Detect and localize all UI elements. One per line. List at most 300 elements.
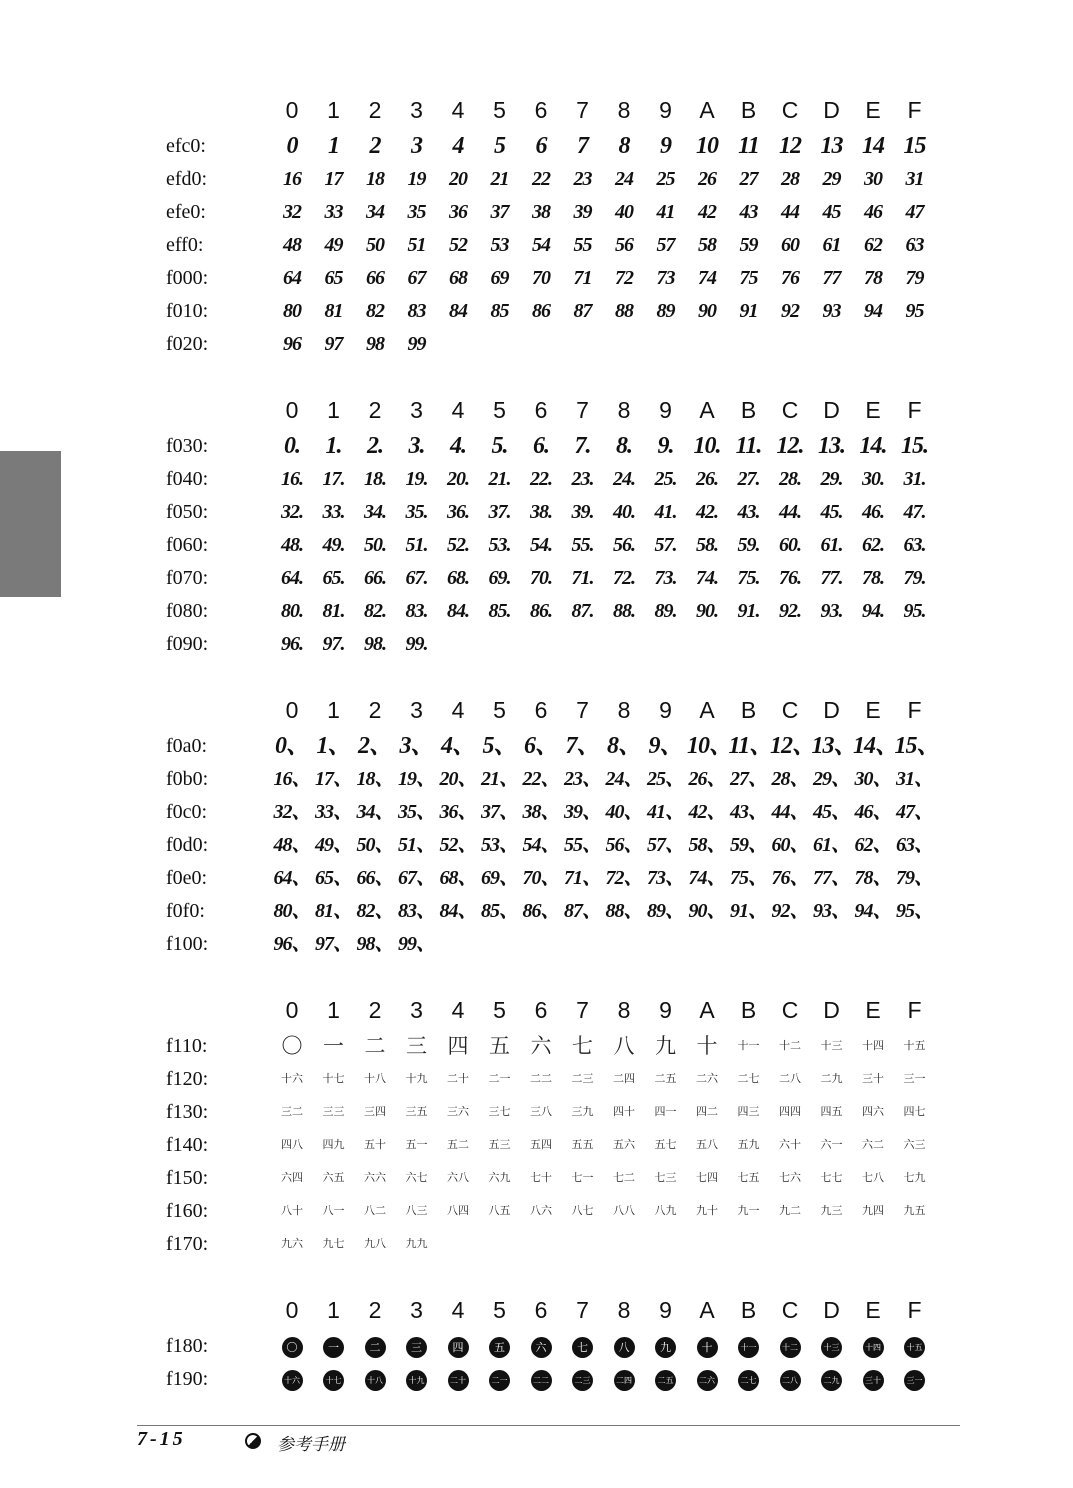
numeral-glyph: 39、 (564, 801, 601, 823)
circled-numeral-glyph (438, 1331, 478, 1361)
numeral-glyph: 64. (281, 567, 303, 589)
numeral-glyph: 52 (449, 234, 467, 256)
chinese-numeral-glyph: 九六 (281, 1237, 303, 1250)
numeral-glyph: 93. (820, 600, 843, 622)
chinese-numeral-glyph: 四二 (696, 1105, 718, 1118)
column-header: 0 (285, 1297, 299, 1323)
numeral-glyph: 11、 (728, 733, 773, 759)
numeral-glyph: 69. (488, 567, 511, 589)
numeral-glyph: 88、 (605, 900, 643, 922)
numeral-glyph: 83 (407, 300, 426, 322)
circled-numeral-text: 三一 (904, 1370, 925, 1391)
chinese-numeral-glyph: 二八 (779, 1072, 801, 1085)
numeral-glyph: 15 (903, 133, 926, 159)
page-number: 7-15 (137, 1428, 186, 1450)
column-header: A (699, 997, 715, 1023)
numeral-glyph: 76 (781, 267, 799, 289)
numeral-glyph: 49 (324, 234, 343, 256)
column-header: B (740, 997, 757, 1023)
row-address-label: f0a0: (166, 735, 208, 757)
numeral-glyph: 68 (449, 267, 467, 289)
column-header: 5 (493, 97, 506, 123)
column-header: 9 (659, 397, 672, 423)
numeral-glyph: 94 (864, 300, 882, 322)
column-header: 2 (368, 97, 382, 123)
column-header: 6 (534, 397, 548, 423)
column-header: F (907, 97, 922, 123)
column-header: 8 (617, 97, 631, 123)
numeral-glyph: 78、 (854, 867, 892, 889)
numeral-glyph: 15、 (894, 733, 940, 759)
numeral-glyph: 5. (491, 433, 508, 459)
chinese-numeral-glyph: 八十 (281, 1204, 303, 1217)
numeral-glyph: 23 (573, 168, 592, 190)
numeral-glyph: 30 (864, 168, 882, 190)
numeral-glyph: 5 (494, 133, 505, 159)
chinese-numeral-glyph: 八三 (405, 1204, 428, 1217)
row-address-label: f050: (166, 501, 209, 523)
chinese-numeral-glyph: 七六 (779, 1171, 801, 1184)
column-header: 4 (451, 997, 465, 1023)
chinese-numeral-glyph: 四六 (862, 1105, 884, 1118)
chinese-numeral-glyph: 八一 (322, 1204, 345, 1217)
circled-numeral-text: 四 (448, 1337, 469, 1358)
chinese-numeral-glyph: 五二 (447, 1138, 469, 1151)
chinese-numeral-glyph: 九三 (820, 1204, 843, 1217)
numeral-glyph: 23. (571, 468, 594, 490)
column-header: 3 (410, 997, 423, 1023)
numeral-glyph: 46 (864, 201, 882, 223)
numeral-glyph: 51. (405, 534, 428, 556)
column-header: 5 (493, 997, 506, 1023)
numeral-glyph: 92. (779, 600, 801, 622)
numeral-glyph: 70. (530, 567, 552, 589)
row-address-label: f100: (166, 933, 209, 955)
chinese-numeral-glyph: 二一 (488, 1072, 511, 1085)
numeral-glyph: 4 (452, 133, 464, 159)
column-header: 0 (285, 697, 299, 723)
chinese-numeral-glyph: 十三 (820, 1039, 843, 1052)
numeral-glyph: 30、 (854, 768, 892, 790)
numeral-glyph: 53、 (481, 834, 518, 856)
numeral-glyph: 18. (364, 468, 386, 490)
numeral-glyph: 75 (739, 267, 758, 289)
numeral-glyph: 56. (613, 534, 635, 556)
numeral-glyph: 8. (616, 433, 632, 459)
numeral-glyph: 91、 (730, 900, 767, 922)
column-header: 1 (327, 997, 340, 1023)
numeral-glyph: 90 (698, 300, 716, 322)
numeral-glyph: 0、 (275, 733, 309, 759)
numeral-glyph: 9. (657, 433, 674, 459)
circled-numeral-text: 一 (323, 1337, 344, 1358)
circled-numeral-glyph (314, 1364, 354, 1394)
numeral-glyph: 91. (737, 600, 760, 622)
row-address-label: f040: (166, 468, 209, 490)
circled-numeral-glyph (604, 1364, 644, 1394)
chinese-numeral-glyph: 十五 (903, 1039, 926, 1052)
chinese-numeral-glyph: 二 (364, 1034, 386, 1058)
numeral-glyph: 95. (903, 600, 926, 622)
chinese-numeral-glyph: 五一 (405, 1138, 428, 1151)
numeral-glyph: 58 (698, 234, 716, 256)
column-header: 6 (534, 697, 548, 723)
numeral-glyph: 41. (654, 501, 677, 523)
numeral-glyph: 12、 (770, 733, 815, 759)
circled-numeral-text: 十六 (282, 1370, 303, 1391)
circled-numeral-glyph (314, 1331, 354, 1361)
row-address-label: f020: (166, 333, 209, 355)
column-header: 0 (285, 97, 299, 123)
numeral-glyph: 80、 (273, 900, 311, 922)
numeral-glyph: 35、 (398, 801, 435, 823)
half-circle-icon (245, 1433, 261, 1449)
numeral-glyph: 99 (407, 333, 426, 355)
numeral-glyph: 49、 (315, 834, 352, 856)
column-header: 2 (368, 1297, 382, 1323)
row-address-label: efe0: (166, 201, 206, 223)
row-address-label: f110: (166, 1035, 208, 1057)
numeral-glyph: 65 (324, 267, 343, 289)
column-header: D (823, 697, 840, 723)
numeral-glyph: 98、 (356, 933, 394, 955)
circled-numeral-text: 二 (365, 1337, 386, 1358)
numeral-glyph: 77、 (813, 867, 850, 889)
numeral-glyph: 66 (366, 267, 384, 289)
numeral-glyph: 51 (407, 234, 426, 256)
chinese-numeral-glyph: 一 (323, 1034, 344, 1058)
circled-numeral-text: 二四 (614, 1370, 635, 1391)
numeral-glyph: 42、 (688, 801, 726, 823)
numeral-glyph: 97. (322, 633, 345, 655)
chinese-numeral-glyph: 十一 (737, 1039, 760, 1052)
numeral-glyph: 36 (449, 201, 467, 223)
circled-numeral-glyph (729, 1364, 769, 1394)
numeral-glyph: 34. (364, 501, 386, 523)
circled-numeral-text: 二九 (821, 1370, 842, 1391)
column-header: 9 (659, 97, 672, 123)
column-header: 1 (327, 97, 340, 123)
chinese-numeral-glyph: 四四 (779, 1105, 801, 1118)
numeral-glyph: 42 (698, 201, 716, 223)
column-header: 6 (534, 97, 548, 123)
numeral-glyph: 44 (781, 201, 799, 223)
numeral-glyph: 81、 (315, 900, 352, 922)
numeral-glyph: 40、 (605, 801, 643, 823)
numeral-glyph: 71、 (564, 867, 601, 889)
numeral-glyph: 27 (739, 168, 758, 190)
chinese-numeral-glyph: 七十 (530, 1171, 552, 1184)
column-header: B (740, 397, 757, 423)
circled-numeral-text: 十八 (365, 1370, 386, 1391)
numeral-glyph: 12 (779, 133, 801, 159)
circled-numeral-glyph (563, 1364, 603, 1394)
numeral-glyph: 57 (656, 234, 675, 256)
numeral-glyph: 74 (698, 267, 716, 289)
numeral-glyph: 9、 (648, 733, 683, 759)
numeral-glyph: 16 (283, 168, 301, 190)
chinese-numeral-glyph: 九二 (779, 1204, 801, 1217)
numeral-glyph: 43 (739, 201, 758, 223)
chinese-numeral-glyph: 二三 (571, 1072, 594, 1085)
numeral-glyph: 23、 (564, 768, 601, 790)
numeral-glyph: 78. (862, 567, 884, 589)
chinese-numeral-glyph: 三三 (322, 1105, 345, 1118)
chinese-numeral-glyph: 八七 (571, 1204, 594, 1217)
numeral-glyph: 83、 (398, 900, 435, 922)
row-address-label: f130: (166, 1101, 209, 1123)
numeral-glyph: 8、 (607, 733, 641, 759)
numeral-glyph: 43、 (730, 801, 767, 823)
circled-numeral-text: 七 (572, 1337, 593, 1358)
numeral-glyph: 6、 (524, 733, 558, 759)
numeral-glyph: 50 (366, 234, 384, 256)
numeral-glyph: 47. (903, 501, 926, 523)
chinese-numeral-glyph: 三二 (281, 1105, 303, 1118)
column-header: 4 (451, 97, 465, 123)
numeral-glyph: 71. (571, 567, 594, 589)
numeral-glyph: 17. (322, 468, 345, 490)
numeral-glyph: 38、 (522, 801, 560, 823)
circled-numeral-glyph (438, 1364, 478, 1394)
chinese-numeral-glyph: 六四 (281, 1171, 303, 1184)
circled-numeral-glyph (397, 1331, 437, 1361)
numeral-glyph: 57、 (647, 834, 684, 856)
numeral-glyph: 28 (781, 168, 799, 190)
numeral-glyph: 27. (737, 468, 760, 490)
numeral-glyph: 32. (281, 501, 303, 523)
numeral-glyph: 48. (281, 534, 303, 556)
numeral-glyph: 18 (366, 168, 384, 190)
numeral-glyph: 58、 (688, 834, 726, 856)
row-address-label: f190: (166, 1368, 209, 1390)
column-header: F (907, 397, 922, 423)
numeral-glyph: 2. (367, 433, 383, 459)
numeral-glyph: 31. (903, 468, 926, 490)
numeral-glyph: 44. (779, 501, 801, 523)
column-header: 5 (493, 397, 506, 423)
row-address-label: f000: (166, 267, 209, 289)
chinese-numeral-glyph: 五十 (364, 1138, 386, 1151)
chinese-numeral-glyph: 四八 (281, 1138, 303, 1151)
column-header: 8 (617, 697, 631, 723)
circled-numeral-text: 十一 (738, 1337, 759, 1358)
circled-numeral-text: 六 (531, 1337, 552, 1358)
row-address-label: f170: (166, 1233, 209, 1255)
numeral-glyph: 64 (283, 267, 301, 289)
chinese-numeral-glyph: 五九 (737, 1138, 760, 1151)
numeral-glyph: 79 (905, 267, 924, 289)
column-header: 7 (576, 997, 589, 1023)
circled-numeral-glyph (397, 1364, 437, 1394)
numeral-glyph: 32 (283, 201, 301, 223)
numeral-glyph: 29、 (813, 768, 850, 790)
numeral-glyph: 80. (281, 600, 303, 622)
chinese-numeral-glyph: 七三 (654, 1171, 677, 1184)
numeral-glyph: 52、 (439, 834, 477, 856)
numeral-glyph: 46. (862, 501, 884, 523)
numeral-glyph: 32、 (273, 801, 311, 823)
numeral-glyph: 96 (283, 333, 301, 355)
column-header: 7 (576, 97, 589, 123)
numeral-glyph: 44、 (771, 801, 809, 823)
numeral-glyph: 22. (530, 468, 552, 490)
chinese-numeral-glyph: 五五 (571, 1138, 594, 1151)
chinese-numeral-glyph: 九十 (696, 1204, 718, 1217)
numeral-glyph: 1、 (316, 733, 351, 759)
numeral-glyph: 31、 (896, 768, 933, 790)
numeral-glyph: 75. (737, 567, 760, 589)
numeral-glyph: 81. (322, 600, 345, 622)
circled-numeral-text: 二八 (780, 1370, 801, 1391)
chinese-numeral-glyph: 二四 (613, 1072, 635, 1085)
numeral-glyph: 45、 (813, 801, 850, 823)
numeral-glyph: 7 (577, 133, 588, 159)
numeral-glyph: 43. (737, 501, 760, 523)
numeral-glyph: 17 (324, 168, 343, 190)
numeral-glyph: 58. (696, 534, 718, 556)
chinese-numeral-glyph: 七四 (696, 1171, 718, 1184)
numeral-glyph: 51、 (398, 834, 435, 856)
circled-numeral-glyph (272, 1364, 312, 1394)
numeral-glyph: 29 (822, 168, 841, 190)
numeral-glyph: 74. (696, 567, 718, 589)
numeral-glyph: 38. (530, 501, 552, 523)
circled-numeral-glyph (521, 1331, 561, 1361)
numeral-glyph: 22 (532, 168, 550, 190)
chinese-numeral-glyph: 九九 (405, 1237, 428, 1250)
numeral-glyph: 14、 (853, 733, 898, 759)
numeral-glyph: 92、 (771, 900, 809, 922)
chinese-numeral-glyph: 四十 (613, 1105, 635, 1118)
column-header: 9 (659, 997, 672, 1023)
chinese-numeral-glyph: 三八 (530, 1105, 552, 1118)
numeral-glyph: 36、 (439, 801, 477, 823)
numeral-glyph: 48、 (273, 834, 311, 856)
circled-numeral-text: 二六 (697, 1370, 718, 1391)
numeral-glyph: 37. (488, 501, 511, 523)
chinese-numeral-glyph: 八 (613, 1034, 635, 1058)
numeral-glyph: 62 (864, 234, 882, 256)
circled-numeral-glyph (355, 1331, 395, 1361)
column-header: 7 (576, 697, 589, 723)
numeral-glyph: 47 (905, 201, 924, 223)
circled-numeral-text: 〇 (282, 1337, 303, 1358)
numeral-glyph: 37、 (481, 801, 518, 823)
numeral-glyph: 84、 (439, 900, 477, 922)
circled-numeral-text: 二三 (572, 1370, 593, 1391)
chinese-numeral-glyph: 十六 (281, 1072, 303, 1085)
numeral-glyph: 54 (532, 234, 550, 256)
numeral-glyph: 59、 (730, 834, 767, 856)
numeral-glyph: 12. (776, 433, 804, 459)
chinese-numeral-glyph: 五四 (530, 1138, 552, 1151)
column-header: C (781, 997, 799, 1023)
chinese-numeral-glyph: 三 (406, 1034, 427, 1058)
numeral-glyph: 61、 (813, 834, 850, 856)
numeral-glyph: 69 (490, 267, 509, 289)
numeral-glyph: 19 (407, 168, 426, 190)
footer-title: 参考手册 (277, 1435, 345, 1455)
circled-numeral-text: 十四 (863, 1337, 884, 1358)
chinese-numeral-glyph: 八二 (364, 1204, 386, 1217)
chinese-numeral-glyph: 六五 (322, 1171, 345, 1184)
numeral-glyph: 14. (859, 433, 887, 459)
chinese-numeral-glyph: 三四 (364, 1105, 386, 1118)
circled-numeral-glyph (853, 1331, 893, 1361)
column-header: B (740, 1297, 757, 1323)
chinese-numeral-glyph: 十七 (322, 1072, 345, 1085)
numeral-glyph: 60. (779, 534, 801, 556)
circled-numeral-glyph (521, 1364, 561, 1394)
column-header: E (865, 1297, 881, 1323)
chinese-numeral-glyph: 七 (572, 1034, 593, 1058)
chinese-numeral-glyph: 二十 (447, 1072, 469, 1085)
circled-numeral-glyph (729, 1331, 769, 1361)
numeral-glyph: 89、 (647, 900, 684, 922)
chinese-numeral-glyph: 五三 (488, 1138, 511, 1151)
circled-numeral-text: 三 (406, 1337, 427, 1358)
numeral-glyph: 40. (613, 501, 635, 523)
numeral-glyph: 74、 (688, 867, 726, 889)
numeral-glyph: 21、 (481, 768, 518, 790)
circled-numeral-glyph (770, 1331, 810, 1361)
chinese-numeral-glyph: 九一 (737, 1204, 760, 1217)
row-address-label: f090: (166, 633, 209, 655)
numeral-glyph: 87、 (564, 900, 601, 922)
numeral-glyph: 52. (447, 534, 469, 556)
chinese-numeral-glyph: 七七 (820, 1171, 843, 1184)
column-header: D (823, 397, 840, 423)
numeral-glyph: 54、 (522, 834, 560, 856)
row-address-label: eff0: (166, 234, 204, 256)
column-header: 3 (410, 1297, 423, 1323)
circled-numeral-glyph (687, 1364, 727, 1394)
numeral-glyph: 76、 (771, 867, 809, 889)
chinese-numeral-glyph: 九 (655, 1034, 676, 1058)
numeral-glyph: 54. (530, 534, 552, 556)
numeral-glyph: 49. (322, 534, 345, 556)
chinese-numeral-glyph: 四 (447, 1034, 469, 1058)
numeral-glyph: 72 (615, 267, 633, 289)
column-header: 2 (368, 997, 382, 1023)
numeral-glyph: 97、 (315, 933, 352, 955)
chinese-numeral-glyph: 十八 (364, 1072, 386, 1085)
numeral-glyph: 37 (490, 201, 509, 223)
numeral-glyph: 85 (490, 300, 509, 322)
numeral-glyph: 75、 (730, 867, 767, 889)
numeral-glyph: 16. (281, 468, 303, 490)
column-header: 6 (534, 1297, 548, 1323)
column-header: 7 (576, 397, 589, 423)
column-header: 8 (617, 997, 631, 1023)
column-header: 2 (368, 697, 382, 723)
numeral-glyph: 93 (822, 300, 841, 322)
chinese-numeral-glyph: 九七 (322, 1237, 345, 1250)
row-address-label: f0e0: (166, 867, 208, 889)
numeral-glyph: 30. (862, 468, 884, 490)
circled-numeral-text: 十二 (780, 1337, 801, 1358)
numeral-glyph: 66. (364, 567, 386, 589)
numeral-glyph: 46、 (854, 801, 892, 823)
column-header: 6 (534, 997, 548, 1023)
column-header: 4 (451, 697, 465, 723)
numeral-glyph: 89 (656, 300, 675, 322)
numeral-glyph: 45. (820, 501, 843, 523)
numeral-glyph: 19、 (398, 768, 435, 790)
numeral-glyph: 85. (488, 600, 511, 622)
numeral-glyph: 38 (532, 201, 550, 223)
